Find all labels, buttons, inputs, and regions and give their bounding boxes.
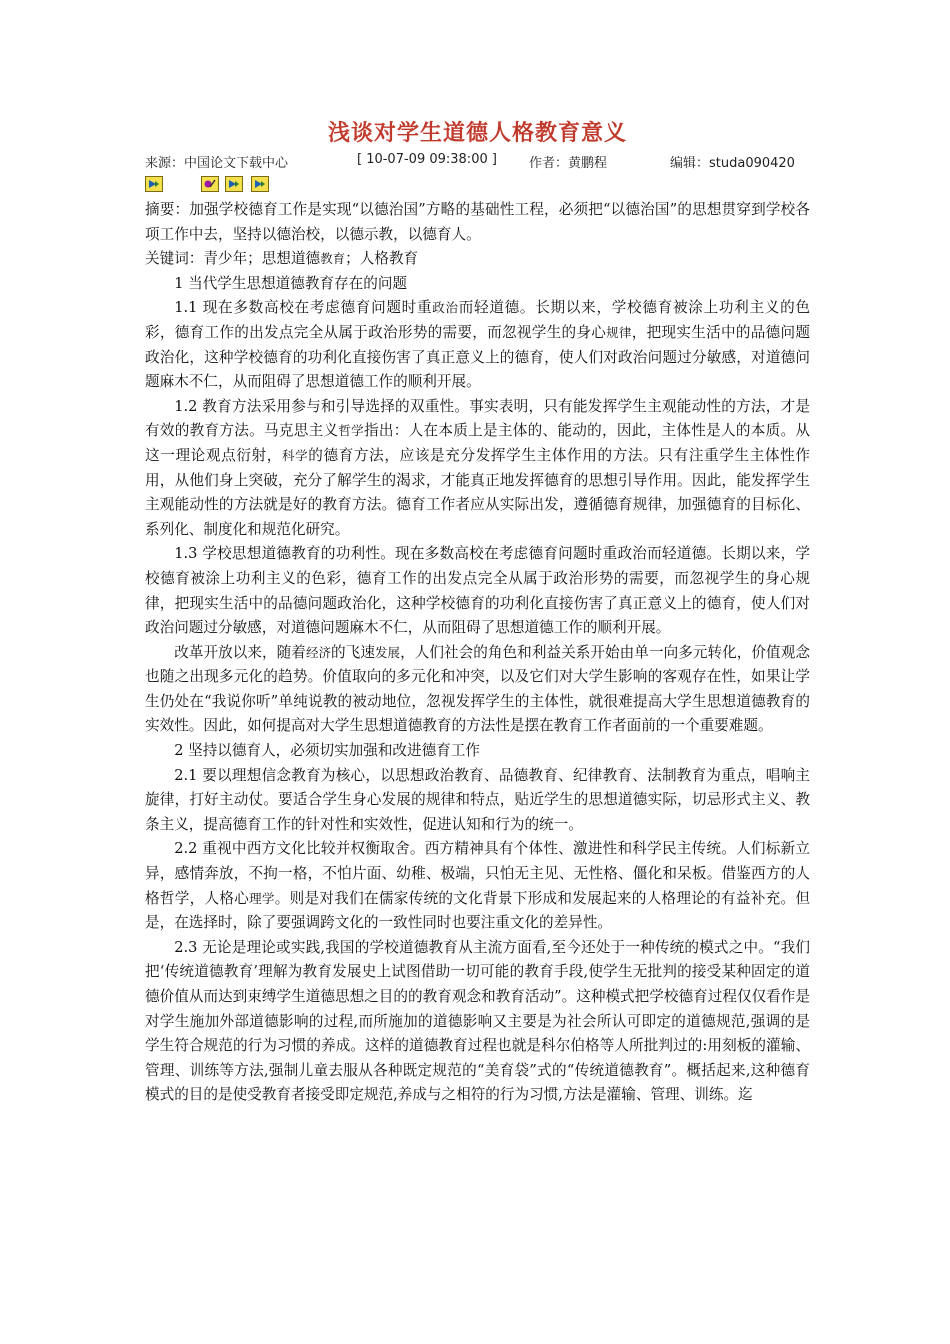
paragraph-1-1: 1.1 现在多数高校在考虑德育问题时重政治而轻道德。长期以来，学校德育被涂上功利主义的色彩，德育工作的出发点完全从属于政治形势的需要，而忽视学生的身心规律，把现实生活中的品德问题政治化，这种学校德育的功利化直接伤害了真正意义上的德育，使人们对政治问题过分敏感，对道德问题麻木不仁，从而阻碍了思想道德工作的顺利开展。	[145, 299, 810, 391]
section-heading-1: 1 当代学生思想道德教育存在的问题	[174, 274, 408, 292]
keywords: 关键词：青少年；思想道德教育；人格教育	[145, 250, 419, 268]
document-page	[145, 118, 810, 1108]
note-icon[interactable]	[145, 176, 163, 192]
edit-icon[interactable]	[201, 176, 219, 192]
paragraph-2-3: 2.3 无论是理论或实践,我国的学校道德教育从主流方面看,至今还处于一种传统的模式之中。“我们把‘传统道德教育’理解为教育发展史上试图借助一切可能的教育手段,使学生无批判的接受某种固定的道德价值从而达到束缚学生道德思想之目的的教育观念和教育活动”。这种模式把学校德育过程仅仅看作是对学生施加外部道德影响的过程,而所施加的道德影响又主要是为社会所认可即定的道德规范,强调的是学生符合规范的行为习惯的养成。这样的道德教育过程也就是科尔伯格等人所批判过的:用刻板的灌输、管理、训练等方法,强制儿童去服从各种既定规范的“美育袋”式的“传统道德教育”。概括起来,这种德育模式的目的是使受教育者接受即定规范,养成与之相符的行为习惯,方法是灌输、管理、训练。迄	[145, 938, 810, 1104]
meta-author: 作者：黄鹏程	[529, 156, 608, 171]
paragraph-2-1: 2.1 要以理想信念教育为核心，以思想政治教育、品德教育、纪律教育、法制教育为重点，唱响主旋律，打好主动仗。要适合学生身心发展的规律和特点，贴近学生的思想道德实际，切忌形式主义、教条主义，提高德育工作的针对性和实效性，促进认知和行为的统一。	[145, 766, 810, 833]
paragraph-2-2: 2.2 重视中西方文化比较并权衡取舍。西方精神具有个体性、激进性和科学民主传统。人们标新立异，感情奔放，不拘一格，不怕片面、幼稚、极端，只怕无主见、无性格、僵化和呆板。借鉴西方的人格哲学，人格心理学。则是对我们在儒家传统的文化背景下形成和发展起来的人格理论的有益补充。但是，在选择时，除了要强调跨文化的一致性同时也要注重文化的差异性。	[145, 840, 810, 932]
paragraph-1-4: 改革开放以来，随着经济的飞速发展，人们社会的角色和利益关系开始由单一向多元转化，价值观念也随之出现多元化的趋势。价值取向的多元化和冲突，以及它们对大学生影响的客观存在性，如果让学生仍处在“我说你听”单纯说教的被动地位，忽视发挥学生的主体性，就很难提高大学生思想道德教育的实效性。因此，如何提高对大学生思想道德教育的方法性是摆在教育工作者面前的一个重要难题。	[145, 643, 810, 735]
abstract: 摘要：加强学校德育工作是实现“以德治国”方略的基础性工程，必须把“以德治国”的思想贯穿到学校各项工作中去，坚持以德治校，以德示教，以德育人。	[145, 201, 810, 243]
paragraph-1-2: 1.2 教育方法采用参与和引导选择的双重性。事实表明，只有能发挥学生主观能动性的方法，才是有效的教育方法。马克思主义哲学指出：人在本质上是主体的、能动的，因此，主体性是人的本质。从这一理论观点衍射，科学的德育方法，应该是充分发挥学生主体作用的方法。只有注重学生主体性作用，从他们身上突破，充分了解学生的渴求，才能真正地发挥德育的思想引导作用。因此，能发挥学生主观能动性的方法就是好的教育方法。德育工作者应从实际出发，遵循德育规律，加强德育的目标化、系列化、制度化和规范化研究。	[145, 397, 810, 538]
article-body	[145, 198, 810, 1108]
note-icon[interactable]	[225, 176, 243, 192]
article-meta	[145, 152, 810, 172]
paragraph-1-3: 1.3 学校思想道德教育的功利性。现在多数高校在考虑德育问题时重政治而轻道德。长期以来，学校德育被涂上功利主义的色彩，德育工作的出发点完全从属于政治形势的需要，而忽视学生的身心规律，把现实生活中的品德问题政治化，这种学校德育的功利化直接伤害了真正意义上的德育，使人们对政治问题过分敏感，对道德问题麻木不仁，从而阻碍了思想道德工作的顺利开展。	[145, 545, 810, 637]
article-title: 浅谈对学生道德人格教育意义	[327, 120, 627, 146]
toolbar-icons	[145, 174, 810, 196]
meta-editor: 编辑：studa090420	[670, 156, 795, 171]
meta-source: 来源：中国论文下载中心	[145, 156, 289, 171]
section-heading-2: 2 坚持以德育人，必须切实加强和改进德育工作	[174, 742, 480, 760]
note-icon[interactable]	[251, 176, 269, 192]
meta-datetime: [ 10-07-09 09:38:00 ]	[357, 152, 497, 167]
